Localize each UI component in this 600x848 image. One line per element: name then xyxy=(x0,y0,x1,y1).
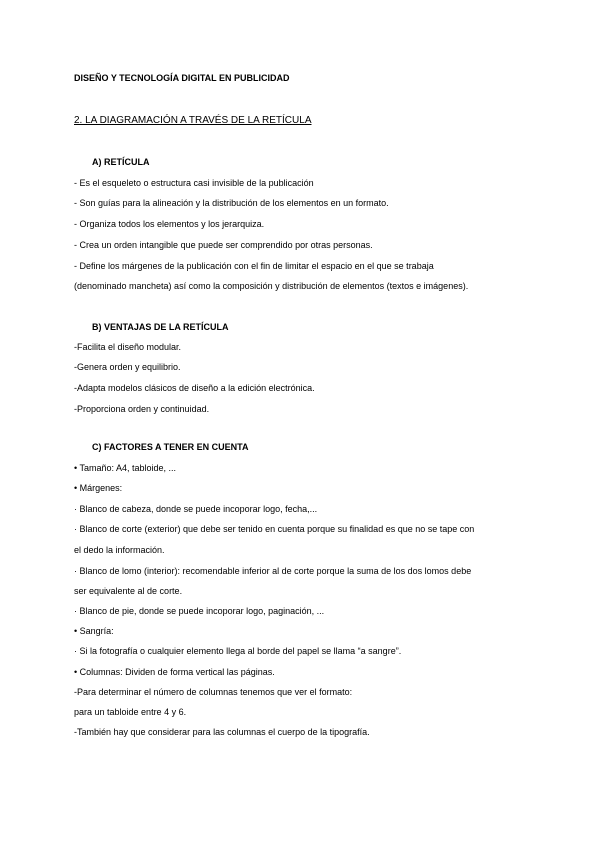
section-a-line: - Define los márgenes de la publicación con el fin de limitar el espacio en el que se trabaja xyxy=(74,261,434,271)
section-title: 2. LA DIAGRAMACIÓN A TRAVÉS DE LA RETÍCULA xyxy=(74,115,312,126)
section-c-line: · Blanco de corte (exterior) que debe ser tenido en cuenta porque su finalidad es que no se tape con xyxy=(74,524,475,534)
section-c-line: • Sangría: xyxy=(74,626,114,636)
section-a-line: - Es el esqueleto o estructura casi invisible de la publicación xyxy=(74,178,314,188)
section-c-line: • Márgenes: xyxy=(74,483,123,493)
section-c-line: para un tabloide entre 4 y 6. xyxy=(74,707,187,717)
section-a-line: - Organiza todos los elementos y los jerarquiza. xyxy=(74,219,265,229)
section-c-line: -También hay que considerar para las columnas el cuerpo de la tipografía. xyxy=(74,727,370,737)
section-a-line: - Son guías para la alineación y la distribución de los elementos en un formato. xyxy=(74,198,389,208)
section-a-line: - Crea un orden intangible que puede ser comprendido por otras personas. xyxy=(74,240,373,250)
section-c-line: · Si la fotografía o cualquier elemento llega al borde del papel se llama “a sangre”. xyxy=(74,646,402,656)
section-b-line: -Facilita el diseño modular. xyxy=(74,342,182,352)
section-b-line: -Adapta modelos clásicos de diseño a la edición electrónica. xyxy=(74,383,315,393)
section-a-line: (denominado mancheta) así como la composición y distribución de elementos (textos e imágenes). xyxy=(74,281,469,291)
section-c-line: el dedo la información. xyxy=(74,545,165,555)
section-c-line: • Tamaño: A4, tabloide, ... xyxy=(74,463,177,473)
section-c-line: · Blanco de lomo (interior): recomendable inferior al de corte porque la suma de los dos lomos debe xyxy=(74,566,472,576)
section-b-heading: B) VENTAJAS DE LA RETÍCULA xyxy=(92,322,229,332)
section-c-line: • Columnas: Dividen de forma vertical las páginas. xyxy=(74,667,275,677)
section-c-line: · Blanco de cabeza, donde se puede incoporar logo, fecha,... xyxy=(74,504,318,514)
section-a-heading: A) RETÍCULA xyxy=(92,157,150,167)
section-c-line: · Blanco de pie, donde se puede incoporar logo, paginación, ... xyxy=(74,606,325,616)
document-header: DISEÑO Y TECNOLOGÍA DIGITAL EN PUBLICIDAD xyxy=(74,73,290,83)
section-c-heading: C) FACTORES A TENER EN CUENTA xyxy=(92,442,249,452)
section-c-line: ser equivalente al de corte. xyxy=(74,586,183,596)
section-c-line: -Para determinar el número de columnas tenemos que ver el formato: xyxy=(74,687,353,697)
section-b-line: -Genera orden y equilibrio. xyxy=(74,362,181,372)
section-b-line: -Proporciona orden y continuidad. xyxy=(74,404,210,414)
